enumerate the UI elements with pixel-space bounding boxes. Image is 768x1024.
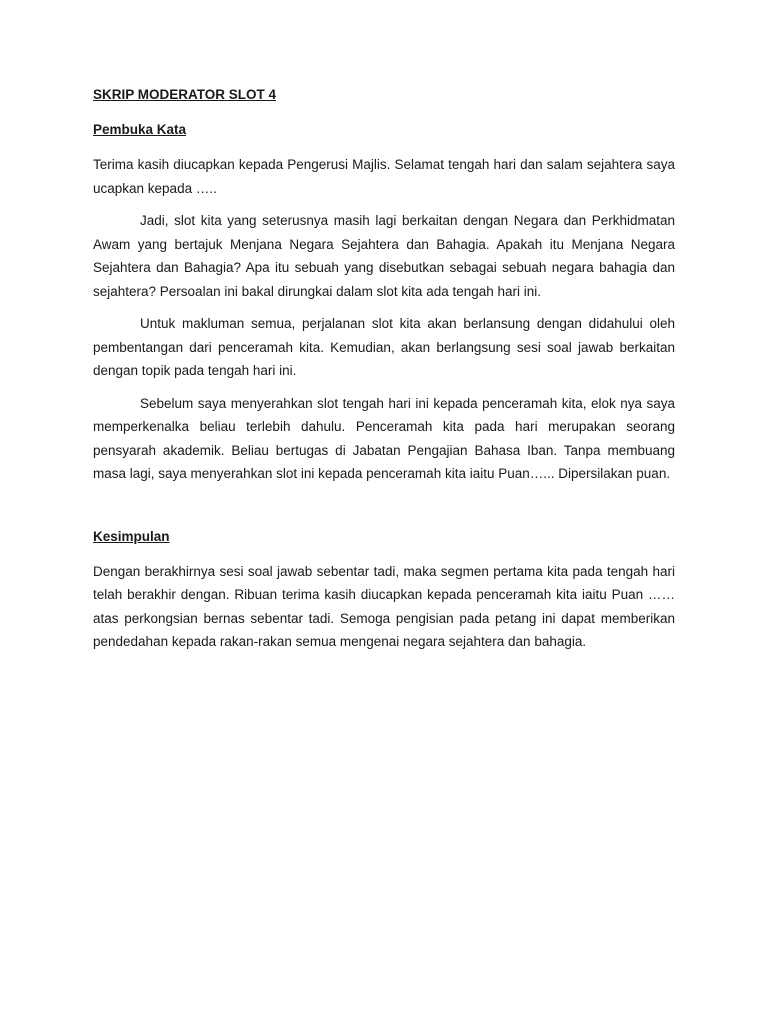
section-heading-kesimpulan: Kesimpulan	[93, 528, 170, 544]
document-page	[93, 86, 675, 663]
paragraph: Terima kasih diucapkan kepada Pengerusi Majlis. Selamat tengah hari dan salam sejahtera saya ucapkan kepada …..	[93, 157, 675, 196]
section-spacer	[93, 495, 675, 528]
paragraph: Sebelum saya menyerahkan slot tengah hari ini kepada penceramah kita, elok nya saya memperkenalka beliau terlebih dahulu. Penceramah kita pada hari merupakan seorang pensyarah akademik. Beliau bertugas di Jabatan Pengajian Bahasa Iban. Tanpa membuang masa lagi, saya menyerahkan slot ini kepada penceramah kita iaitu Puan…... Dipersilakan puan.	[93, 395, 675, 481]
paragraph: Jadi, slot kita yang seterusnya masih lagi berkaitan dengan Negara dan Perkhidmatan Awam yang bertajuk Menjana Negara Sejahtera dan Bahagia. Apakah itu Menjana Negara Sejahtera dan Bahagia? Apa itu sebuah yang disebutkan sebagai sebuah negara bahagia dan sejahtera? Persoalan ini bakal dirungkai dalam slot kita ada tengah hari ini.	[93, 213, 675, 299]
paragraph: Dengan berakhirnya sesi soal jawab sebentar tadi, maka segmen pertama kita pada tengah hari telah berakhir dengan. Ribuan terima kasih diucapkan kepada penceramah kita iaitu Puan …… atas perkongsian bernas sebentar tadi. Semoga pengisian pada petang ini dapat memberikan pendedahan kepada rakan-rakan semua mengenai negara sejahtera dan bahagia.	[93, 563, 675, 649]
paragraph: Untuk makluman semua, perjalanan slot kita akan berlansung dengan didahului oleh pembentangan dari penceramah kita. Kemudian, akan berlangsung sesi soal jawab berkaitan dengan topik pada tengah hari ini.	[93, 316, 675, 378]
document-title: SKRIP MODERATOR SLOT 4	[93, 87, 277, 102]
section-heading-pembuka-kata: Pembuka Kata	[93, 122, 187, 137]
